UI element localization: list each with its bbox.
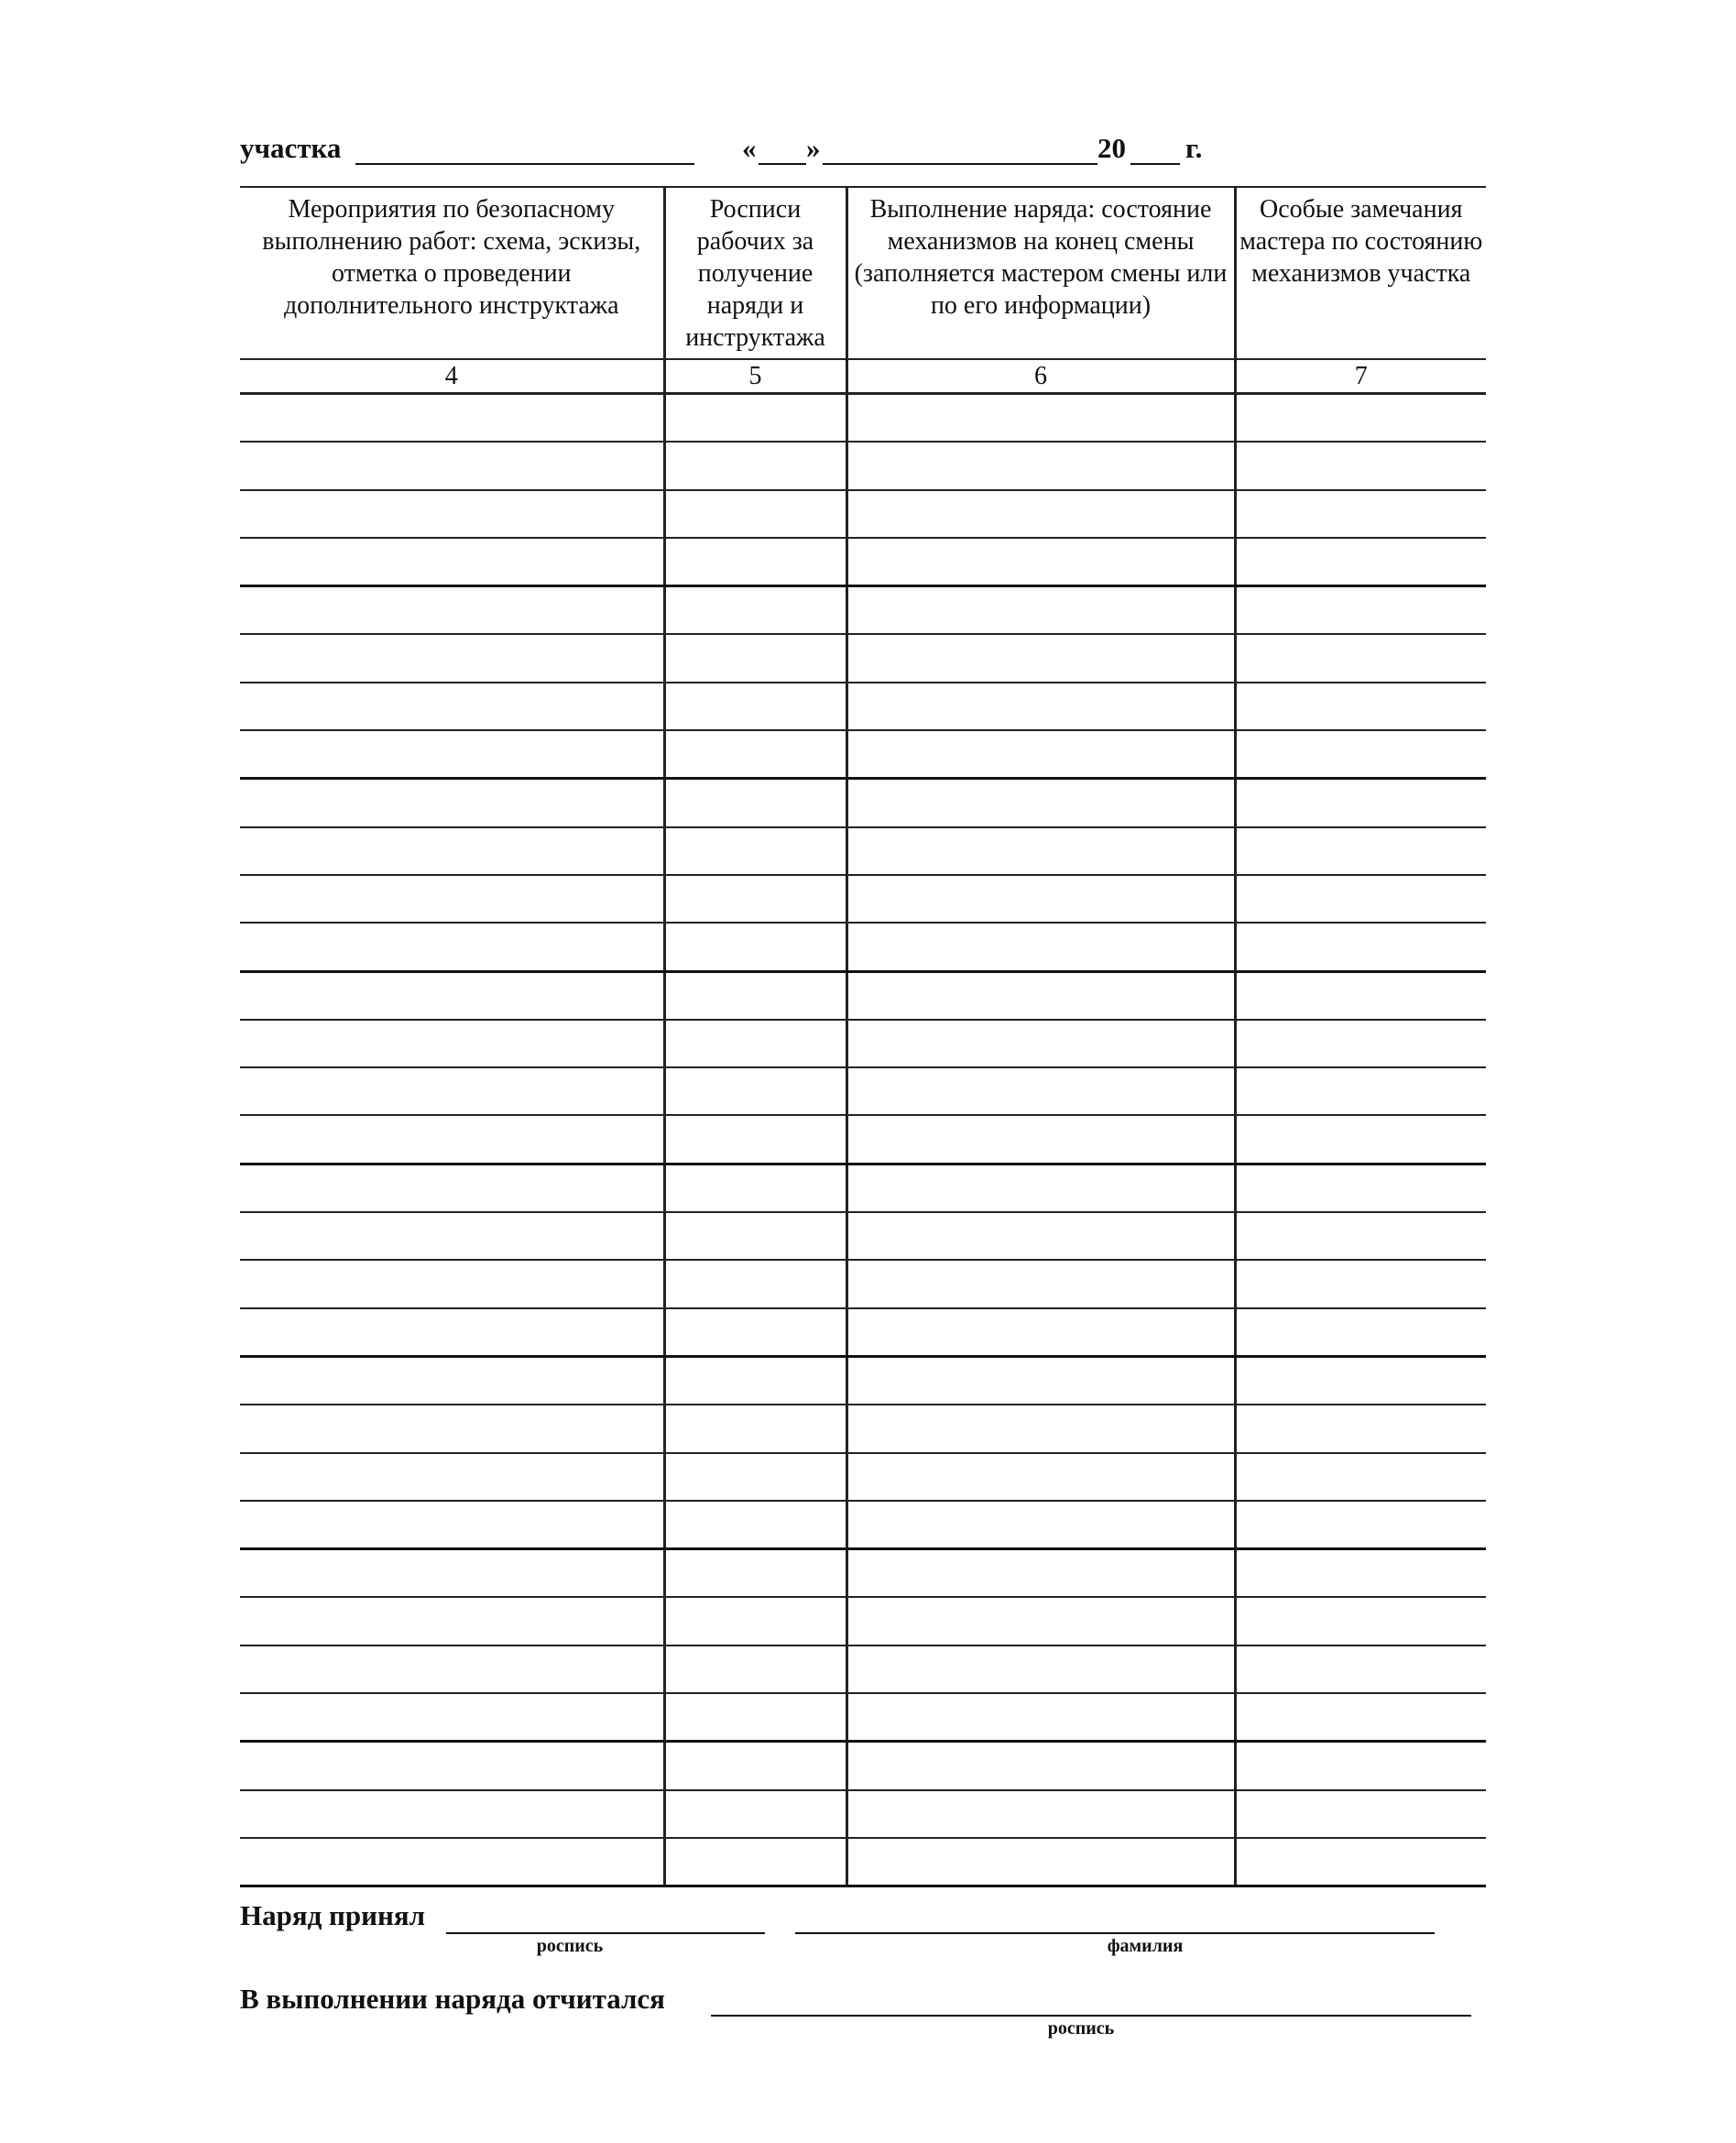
table-cell[interactable]	[664, 1067, 846, 1115]
table-cell[interactable]	[846, 1597, 1235, 1645]
table-cell[interactable]	[846, 1356, 1235, 1405]
signature-caption: роспись	[536, 1936, 604, 1956]
table-cell[interactable]	[1235, 1693, 1486, 1742]
table-cell[interactable]	[846, 538, 1235, 586]
table-cell[interactable]	[664, 1308, 846, 1357]
table-cell[interactable]	[1235, 1453, 1486, 1501]
table-cell[interactable]	[846, 971, 1235, 1020]
table-row	[240, 1115, 1486, 1164]
table-cell[interactable]	[664, 1260, 846, 1307]
table-row	[240, 586, 1486, 635]
table-row	[240, 1164, 1486, 1212]
table-row	[240, 1020, 1486, 1067]
table-row	[240, 394, 1486, 443]
table-cell[interactable]	[664, 1742, 846, 1790]
table-row	[240, 779, 1486, 827]
table-cell[interactable]	[664, 1693, 846, 1742]
table-cell[interactable]	[664, 875, 846, 923]
table-cell[interactable]	[846, 1020, 1235, 1067]
table-cell[interactable]	[240, 538, 664, 586]
column-header-order-execution: Выполнение наряда: состояние механизмов на конец смены (заполняется мастером смены или по его информации)	[846, 187, 1235, 359]
table-cell[interactable]	[240, 442, 664, 489]
table-cell[interactable]	[1235, 538, 1486, 586]
table-cell[interactable]	[240, 490, 664, 538]
table-cell[interactable]	[664, 730, 846, 779]
table-cell[interactable]	[1235, 586, 1486, 635]
table-cell[interactable]	[240, 1742, 664, 1790]
table-cell[interactable]	[1235, 923, 1486, 971]
year-prefix: 20	[1097, 132, 1126, 164]
quote-open: «	[742, 132, 757, 164]
table-cell[interactable]	[846, 1212, 1235, 1260]
table-cell[interactable]	[664, 442, 846, 489]
table-cell[interactable]	[240, 1212, 664, 1260]
table-cell[interactable]	[240, 1405, 664, 1452]
table-cell[interactable]	[664, 1501, 846, 1549]
table-cell[interactable]	[240, 1356, 664, 1405]
table-cell[interactable]	[240, 1597, 664, 1645]
table-cell[interactable]	[846, 490, 1235, 538]
table-cell[interactable]	[240, 1646, 664, 1693]
table-cell[interactable]	[240, 1164, 664, 1212]
column-number: 7	[1235, 359, 1486, 394]
table-cell[interactable]	[664, 1115, 846, 1164]
table-cell[interactable]	[846, 394, 1235, 443]
table-cell[interactable]	[846, 1693, 1235, 1742]
table-row	[240, 1790, 1486, 1838]
table-row	[240, 490, 1486, 538]
table-cell[interactable]	[240, 730, 664, 779]
table-row	[240, 1260, 1486, 1307]
table-cell[interactable]	[1235, 1405, 1486, 1452]
day-field[interactable]	[759, 163, 806, 165]
reported-label: В выполнении наряда отчитался	[240, 1983, 665, 2015]
table-cell[interactable]	[846, 1260, 1235, 1307]
table-cell[interactable]	[240, 683, 664, 730]
table-cell[interactable]	[846, 827, 1235, 875]
table-cell[interactable]	[240, 1067, 664, 1115]
table-cell[interactable]	[1235, 490, 1486, 538]
table-cell[interactable]	[664, 394, 846, 443]
table-cell[interactable]	[664, 634, 846, 682]
table-cell[interactable]	[664, 779, 846, 827]
table-row	[240, 1549, 1486, 1598]
table-cell[interactable]	[240, 1260, 664, 1307]
table-cell[interactable]	[1235, 1501, 1486, 1549]
table-cell[interactable]	[1235, 1742, 1486, 1790]
table-cell[interactable]	[1235, 1356, 1486, 1405]
table-cell[interactable]	[664, 1790, 846, 1838]
table-row	[240, 1212, 1486, 1260]
table-row	[240, 1067, 1486, 1115]
table-cell[interactable]	[1235, 779, 1486, 827]
table-cell[interactable]	[664, 683, 846, 730]
table-row	[240, 538, 1486, 586]
table-cell[interactable]	[1235, 827, 1486, 875]
table-cell[interactable]	[1235, 1115, 1486, 1164]
table-cell[interactable]	[1235, 1646, 1486, 1693]
table-row	[240, 730, 1486, 779]
table-cell[interactable]	[846, 442, 1235, 489]
column-header-safety-measures: Мероприятия по безопасному выполнению работ: схема, эскизы, отметка о проведении дополнительного инструктажа	[240, 187, 664, 359]
accepted-surname-field[interactable]	[795, 1932, 1435, 1934]
table-cell[interactable]	[240, 923, 664, 971]
table-cell[interactable]	[240, 1790, 664, 1838]
table-row	[240, 1405, 1486, 1452]
column-header-master-remarks: Особые замечания мастера по состоянию механизмов участка	[1235, 187, 1486, 359]
table-row	[240, 923, 1486, 971]
work-order-table	[240, 186, 1486, 1887]
table-cell[interactable]	[240, 779, 664, 827]
reported-signature-field[interactable]	[711, 2015, 1471, 2017]
table-row	[240, 971, 1486, 1020]
table-cell[interactable]	[240, 1693, 664, 1742]
section-label: участка	[240, 132, 342, 164]
table-cell[interactable]	[664, 1646, 846, 1693]
table-cell[interactable]	[1235, 875, 1486, 923]
table-row	[240, 442, 1486, 489]
column-number-row	[240, 359, 1486, 394]
accepted-label: Наряд принял	[240, 1899, 426, 1931]
table-cell[interactable]	[240, 875, 664, 923]
table-cell[interactable]	[240, 1838, 664, 1886]
table-cell[interactable]	[240, 634, 664, 682]
year-field[interactable]	[1130, 163, 1180, 165]
table-cell[interactable]	[240, 1453, 664, 1501]
table-cell[interactable]	[664, 1549, 846, 1598]
column-number: 5	[664, 359, 846, 394]
table-cell[interactable]	[664, 1212, 846, 1260]
table-row	[240, 1693, 1486, 1742]
accepted-signature-field[interactable]	[446, 1932, 765, 1934]
table-header-row	[240, 187, 1486, 359]
table-cell[interactable]	[664, 1356, 846, 1405]
table-cell[interactable]	[846, 1646, 1235, 1693]
table-cell[interactable]	[664, 490, 846, 538]
table-cell[interactable]	[240, 1308, 664, 1357]
table-cell[interactable]	[846, 875, 1235, 923]
table-cell[interactable]	[1235, 1549, 1486, 1598]
table-cell[interactable]	[664, 1405, 846, 1452]
table-cell[interactable]	[240, 1115, 664, 1164]
table-row	[240, 1308, 1486, 1357]
column-header-worker-signatures: Росписи рабочих за получение наряди и инструктажа	[664, 187, 846, 359]
column-number: 4	[240, 359, 664, 394]
table-cell[interactable]	[1235, 1020, 1486, 1067]
table-cell[interactable]	[846, 1164, 1235, 1212]
table-cell[interactable]	[1235, 1790, 1486, 1838]
table-cell[interactable]	[846, 1501, 1235, 1549]
table-cell[interactable]	[846, 1308, 1235, 1357]
table-cell[interactable]	[664, 1838, 846, 1886]
table-cell[interactable]	[846, 586, 1235, 635]
table-cell[interactable]	[240, 586, 664, 635]
table-cell[interactable]	[664, 827, 846, 875]
reported-signature-caption: роспись	[1047, 2018, 1115, 2039]
table-cell[interactable]	[846, 1549, 1235, 1598]
table-cell[interactable]	[1235, 730, 1486, 779]
table-cell[interactable]	[846, 1115, 1235, 1164]
table-cell[interactable]	[1235, 1308, 1486, 1357]
table-cell[interactable]	[664, 1164, 846, 1212]
table-cell[interactable]	[240, 394, 664, 443]
table-cell[interactable]	[846, 1453, 1235, 1501]
table-cell[interactable]	[1235, 971, 1486, 1020]
table-cell[interactable]	[1235, 1067, 1486, 1115]
table-cell[interactable]	[1235, 394, 1486, 443]
form-header	[240, 128, 1486, 174]
table-cell[interactable]	[1235, 1838, 1486, 1886]
table-row	[240, 1501, 1486, 1549]
year-suffix: г.	[1185, 132, 1203, 164]
section-field[interactable]	[355, 163, 694, 165]
table-cell[interactable]	[1235, 442, 1486, 489]
table-cell[interactable]	[664, 586, 846, 635]
surname-caption: фамилия	[1107, 1936, 1184, 1956]
table-cell[interactable]	[846, 779, 1235, 827]
table-cell[interactable]	[1235, 683, 1486, 730]
quote-close: »	[806, 132, 821, 164]
table-row	[240, 683, 1486, 730]
table-cell[interactable]	[846, 634, 1235, 682]
table-cell[interactable]	[846, 1405, 1235, 1452]
table-cell[interactable]	[240, 1549, 664, 1598]
table-cell[interactable]	[1235, 1212, 1486, 1260]
table-cell[interactable]	[664, 971, 846, 1020]
table-row	[240, 1742, 1486, 1790]
table-cell[interactable]	[1235, 1597, 1486, 1645]
table-cell[interactable]	[240, 1020, 664, 1067]
table-row	[240, 875, 1486, 923]
table-row	[240, 1646, 1486, 1693]
table-cell[interactable]	[846, 1067, 1235, 1115]
table-cell[interactable]	[1235, 634, 1486, 682]
table-cell[interactable]	[846, 1838, 1235, 1886]
table-cell[interactable]	[846, 1790, 1235, 1838]
table-row	[240, 1597, 1486, 1645]
table-cell[interactable]	[664, 1597, 846, 1645]
table-row	[240, 1356, 1486, 1405]
column-number: 6	[846, 359, 1235, 394]
table-cell[interactable]	[240, 1501, 664, 1549]
table-cell[interactable]	[846, 730, 1235, 779]
table-cell[interactable]	[664, 1020, 846, 1067]
table-cell[interactable]	[1235, 1260, 1486, 1307]
table-cell[interactable]	[846, 923, 1235, 971]
table-row	[240, 827, 1486, 875]
table-cell[interactable]	[664, 1453, 846, 1501]
month-field[interactable]	[823, 163, 1097, 165]
table-row	[240, 1453, 1486, 1501]
table-cell[interactable]	[664, 923, 846, 971]
table-cell[interactable]	[846, 1742, 1235, 1790]
table-row	[240, 1838, 1486, 1886]
table-cell[interactable]	[846, 683, 1235, 730]
table-cell[interactable]	[240, 971, 664, 1020]
table-cell[interactable]	[1235, 1164, 1486, 1212]
table-row	[240, 634, 1486, 682]
table-cell[interactable]	[664, 538, 846, 586]
table-cell[interactable]	[240, 827, 664, 875]
